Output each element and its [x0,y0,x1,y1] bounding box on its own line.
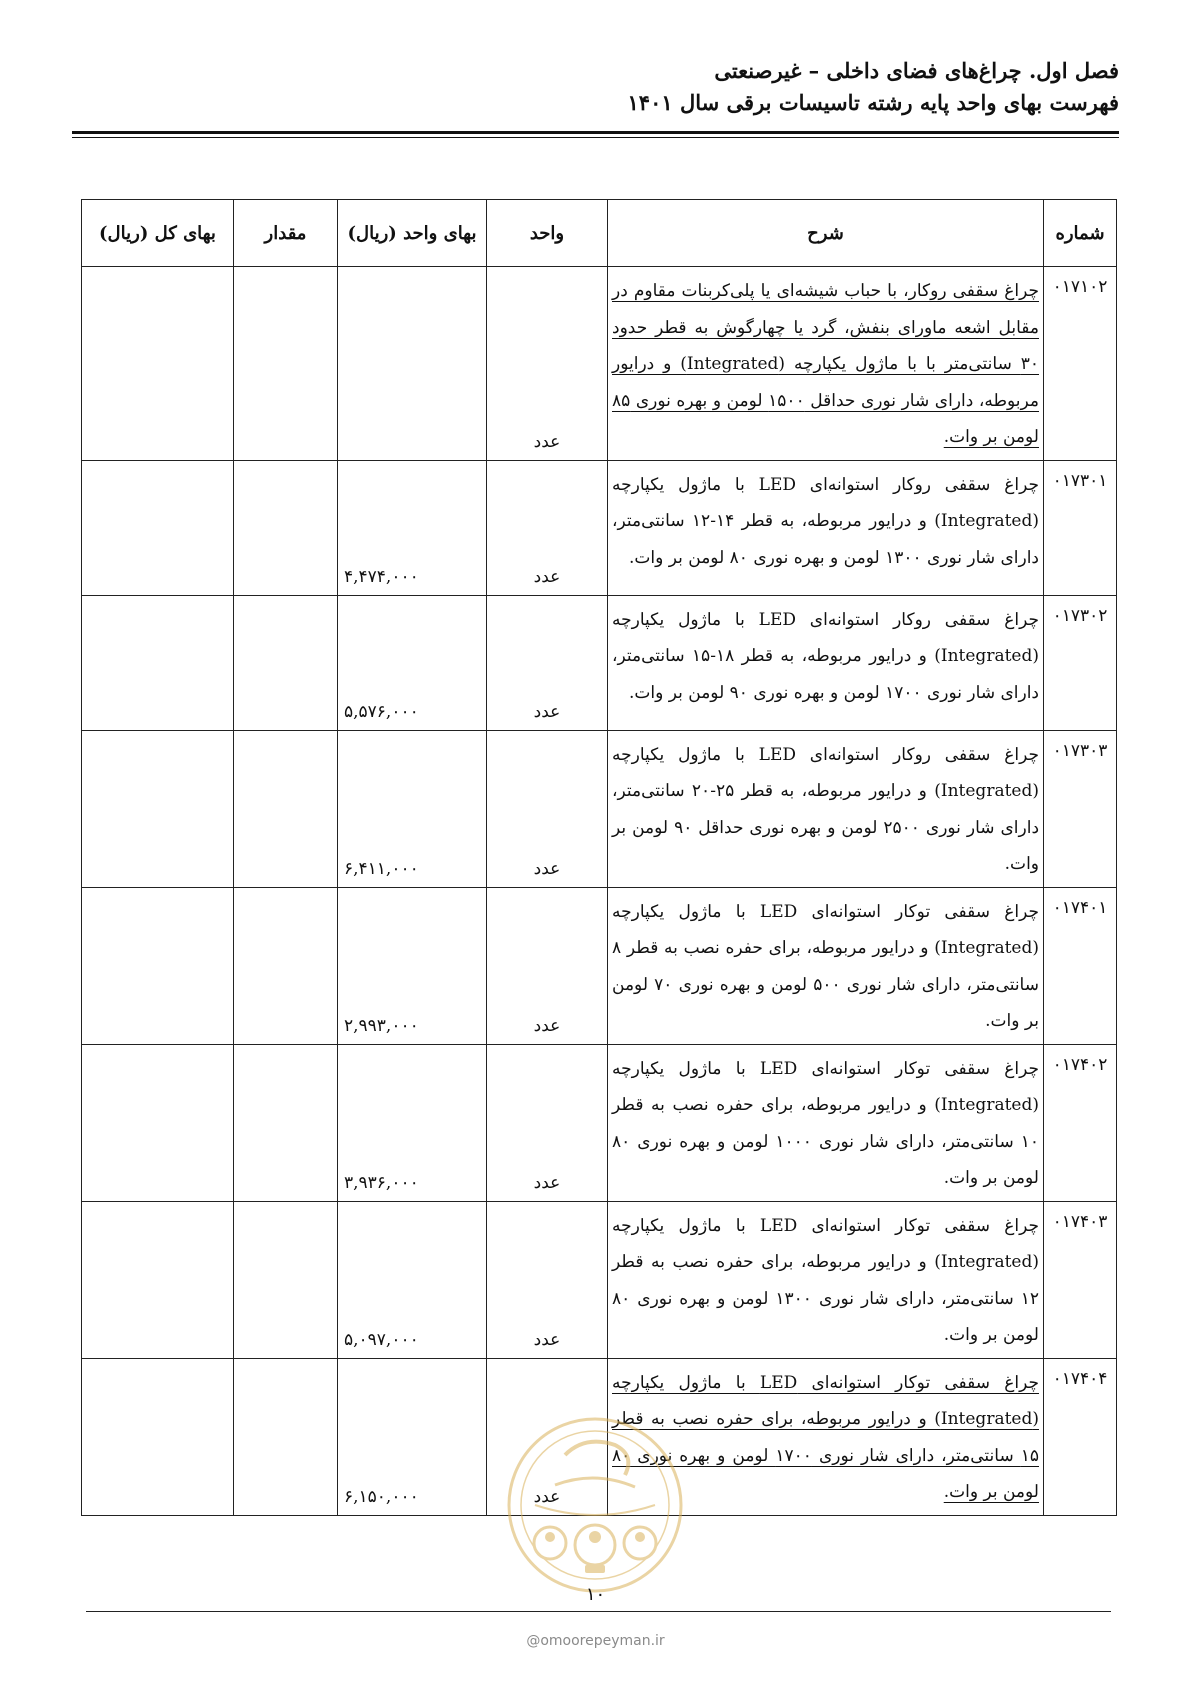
item-unit: عدد [487,887,608,1044]
item-unit-price [338,267,487,461]
item-unit-price: ۵,۵۷۶,۰۰۰ [338,595,487,730]
item-number: ۰۱۷۴۰۱ [1044,887,1117,1044]
item-unit: عدد [487,1358,608,1515]
header-quantity: مقدار [234,200,338,267]
header-unit: واحد [487,200,608,267]
price-list-table [81,199,1117,1516]
item-total [82,1201,234,1358]
page-number: ۱۰ [585,1584,606,1605]
header-unit-price: بهای واحد (ریال) [338,200,487,267]
item-unit: عدد [487,730,608,887]
item-description: چراغ سقفی توکار استوانه‌ای LED با ماژول یکپارچه (Integrated) و درایور مربوطه، برای حفره نصب به قطر ۱۵ سانتی‌متر، دارای شار نوری ۱۷۰۰ لومن و بهره نوری ۸۰ لومن بر وات. [608,1358,1044,1515]
header-rule-thick [72,131,1119,134]
item-quantity [234,460,338,595]
item-quantity [234,1201,338,1358]
item-unit-price: ۵,۰۹۷,۰۰۰ [338,1201,487,1358]
item-unit: عدد [487,595,608,730]
website-watermark: @omoorepeyman.ir [526,1633,665,1649]
table-row [82,595,1117,730]
header-number: شماره [1044,200,1117,267]
item-unit: عدد [487,267,608,461]
item-unit-price: ۲,۹۹۳,۰۰۰ [338,887,487,1044]
header-description: شرح [608,200,1044,267]
item-number: ۰۱۷۳۰۱ [1044,460,1117,595]
table-row [82,1201,1117,1358]
item-number: ۰۱۷۳۰۲ [1044,595,1117,730]
item-description: چراغ سقفی روکار استوانه‌ای LED با ماژول یکپارچه (Integrated) و درایور مربوطه، به قطر ۱۴-۱۲ سانتی‌متر، دارای شار نوری ۱۳۰۰ لومن و بهره نوری ۸۰ لومن بر وات. [608,460,1044,595]
item-unit: عدد [487,460,608,595]
item-unit: عدد [487,1201,608,1358]
item-quantity [234,1358,338,1515]
document-title: فهرست بهای واحد پایه رشته تاسیسات برقی سال ۱۴۰۱ [627,90,1119,115]
table-header-row [82,200,1117,267]
table-row [82,887,1117,1044]
header-rule-thin [72,137,1119,138]
item-description: چراغ سقفی روکار استوانه‌ای LED با ماژول یکپارچه (Integrated) و درایور مربوطه، به قطر ۲۵-۲۰ سانتی‌متر، دارای شار نوری ۲۵۰۰ لومن و بهره نوری حداقل ۹۰ لومن بر وات. [608,730,1044,887]
item-description: چراغ سقفی توکار استوانه‌ای LED با ماژول یکپارچه (Integrated) و درایور مربوطه، برای حفره نصب به قطر ۸ سانتی‌متر، دارای شار نوری ۵۰۰ لومن و بهره نوری ۷۰ لومن بر وات. [608,887,1044,1044]
item-total [82,1358,234,1515]
item-total [82,460,234,595]
item-unit-price: ۶,۴۱۱,۰۰۰ [338,730,487,887]
page-header [69,55,1119,119]
footer-rule [86,1611,1111,1612]
item-number: ۰۱۷۴۰۳ [1044,1201,1117,1358]
table-row [82,730,1117,887]
chapter-title: فصل اول. چراغ‌های فضای داخلی – غیرصنعتی [714,58,1119,83]
item-total [82,595,234,730]
item-description: چراغ سقفی روکار استوانه‌ای LED با ماژول یکپارچه (Integrated) و درایور مربوطه، به قطر ۱۸-۱۵ سانتی‌متر، دارای شار نوری ۱۷۰۰ لومن و بهره نوری ۹۰ لومن بر وات. [608,595,1044,730]
item-unit: عدد [487,1044,608,1201]
item-number: ۰۱۷۳۰۳ [1044,730,1117,887]
item-quantity [234,267,338,461]
item-quantity [234,730,338,887]
table-row [82,1044,1117,1201]
item-number: ۰۱۷۴۰۴ [1044,1358,1117,1515]
item-quantity [234,1044,338,1201]
item-number: ۰۱۷۴۰۲ [1044,1044,1117,1201]
item-total [82,887,234,1044]
header-total-price: بهای کل (ریال) [82,200,234,267]
item-description: چراغ سقفی روکار، با حباب شیشه‌ای یا پلی‌کربنات مقاوم در مقابل اشعه ماورای بنفش، گرد یا چهارگوش به قطر حدود ۳۰ سانتی‌متر با با ماژول یکپارچه (Integrated) و درایور مربوطه، دارای شار نوری حداقل ۱۵۰۰ لومن و بهره نوری ۸۵ لومن بر وات. [608,267,1044,461]
item-unit-price: ۳,۹۳۶,۰۰۰ [338,1044,487,1201]
item-quantity [234,595,338,730]
item-unit-price: ۶,۱۵۰,۰۰۰ [338,1358,487,1515]
item-unit-price: ۴,۴۷۴,۰۰۰ [338,460,487,595]
item-description: چراغ سقفی توکار استوانه‌ای LED با ماژول یکپارچه (Integrated) و درایور مربوطه، برای حفره نصب به قطر ۱۲ سانتی‌متر، دارای شار نوری ۱۳۰۰ لومن و بهره نوری ۸۰ لومن بر وات. [608,1201,1044,1358]
table-row [82,460,1117,595]
item-total [82,730,234,887]
item-description: چراغ سقفی توکار استوانه‌ای LED با ماژول یکپارچه (Integrated) و درایور مربوطه، برای حفره نصب به قطر ۱۰ سانتی‌متر، دارای شار نوری ۱۰۰۰ لومن و بهره نوری ۸۰ لومن بر وات. [608,1044,1044,1201]
item-number: ۰۱۷۱۰۲ [1044,267,1117,461]
item-total [82,1044,234,1201]
item-total [82,267,234,461]
table-row [82,267,1117,461]
item-quantity [234,887,338,1044]
omoorepeyman-seal-logo [505,1415,685,1595]
